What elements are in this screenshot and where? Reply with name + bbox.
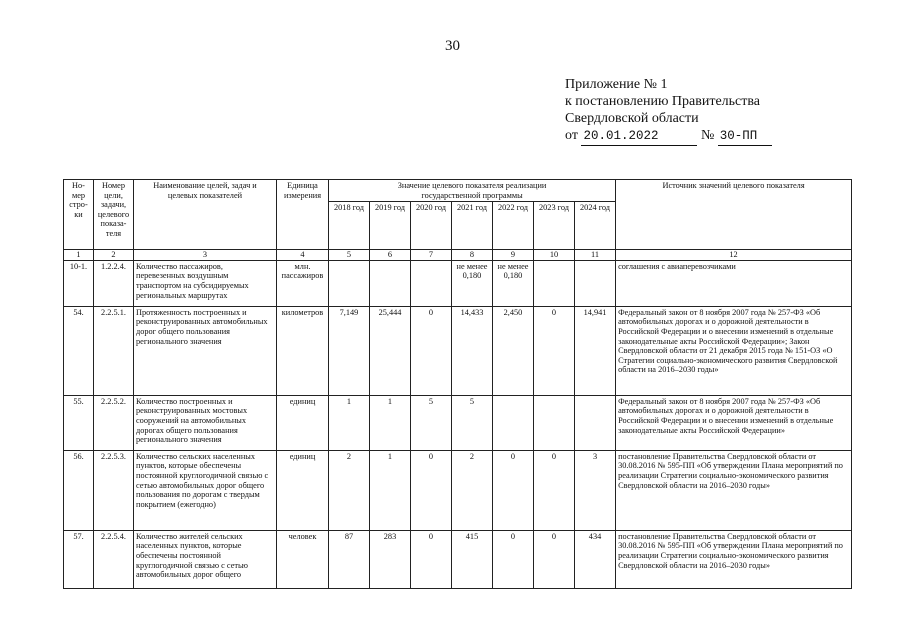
source: соглашения с авиаперевозчиками: [616, 260, 852, 306]
header-values-group: Значение целевого показателя реализации государственной программы: [329, 180, 616, 202]
goal-number: 2.2.5.4.: [94, 530, 134, 588]
header-year: 2022 год: [493, 202, 534, 250]
column-number: 2: [94, 250, 134, 261]
row-number: 55.: [64, 395, 94, 450]
column-number: 3: [134, 250, 277, 261]
date-prefix: от: [565, 128, 578, 143]
value-2023: 0: [534, 306, 575, 395]
value-2021: 5: [452, 395, 493, 450]
value-2024: 3: [575, 450, 616, 530]
table-row: [64, 306, 852, 395]
source: Федеральный закон от 8 ноября 2007 года № 257-ФЗ «Об автомобильных дорогах и о дорожной деятельности в Российской Федерации и о внесении изменений в отдельные законодательные акты Российской Федерации»; Закон Свердловской области от 21 декабря 2015 года № 151-ОЗ «О Стратегии социально-экономического развития Свердловской области на 2016–2030 годы»: [616, 306, 852, 395]
column-number: 8: [452, 250, 493, 261]
header-year: 2020 год: [411, 202, 452, 250]
value-2018: 2: [329, 450, 370, 530]
unit: единиц: [277, 395, 329, 450]
row-number: 57.: [64, 530, 94, 588]
value-2022: 2,450: [493, 306, 534, 395]
appendix-header: [565, 76, 772, 146]
row-number: 10-1.: [64, 260, 94, 306]
source: постановление Правительства Свердловской области от 30.08.2016 № 595-ПП «Об утверждении Плана мероприятий по реализации Стратегии социально-экономического развития Свердловской области на 2016–2030 годы»: [616, 450, 852, 530]
header-year: 2023 год: [534, 202, 575, 250]
column-number: 7: [411, 250, 452, 261]
value-2022: [493, 395, 534, 450]
header-year: 2021 год: [452, 202, 493, 250]
appendix-date-line: [565, 127, 772, 146]
table-row: [64, 395, 852, 450]
goal-number: 1.2.2.4.: [94, 260, 134, 306]
header-unit: Единица измерения: [277, 180, 329, 250]
value-2019: [370, 260, 411, 306]
indicator-name: Количество сельских населенных пунктов, которые обеспечены постоянной круглогодичной связью с сетью автомобильных дорог общего пользования по дорогам с твердым покрытием (ежегодно): [134, 450, 277, 530]
value-2022: не менее 0,180: [493, 260, 534, 306]
value-2021: не менее 0,180: [452, 260, 493, 306]
value-2024: 14,941: [575, 306, 616, 395]
column-number: 4: [277, 250, 329, 261]
value-2020: 5: [411, 395, 452, 450]
value-2020: 0: [411, 450, 452, 530]
value-2024: [575, 260, 616, 306]
resolution-number: 30-ПП: [718, 128, 772, 146]
column-number: 1: [64, 250, 94, 261]
header-year: 2024 год: [575, 202, 616, 250]
row-number: 56.: [64, 450, 94, 530]
value-2022: 0: [493, 530, 534, 588]
number-prefix: №: [700, 128, 715, 143]
source: постановление Правительства Свердловской области от 30.08.2016 № 595-ПП «Об утверждении Плана мероприятий по реализации Стратегии социально-экономического развития Свердловской области на 2016–2030 годы»: [616, 530, 852, 588]
header-row-number: Но- мер стро- ки: [64, 180, 94, 250]
value-2019: 283: [370, 530, 411, 588]
value-2018: [329, 260, 370, 306]
appendix-resolution-line: к постановлению Правительства: [565, 94, 761, 109]
unit: единиц: [277, 450, 329, 530]
value-2018: 7,149: [329, 306, 370, 395]
table-row: [64, 260, 852, 306]
column-numbers-row: [64, 250, 852, 261]
table-row: [64, 530, 852, 588]
source: Федеральный закон от 8 ноября 2007 года № 257-ФЗ «Об автомобильных дорогах и о дорожной деятельности в Российской Федерации и о внесении изменений в отдельные законодательные акты Российской Федерации»: [616, 395, 852, 450]
goal-number: 2.2.5.1.: [94, 306, 134, 395]
goal-number: 2.2.5.2.: [94, 395, 134, 450]
value-2023: 0: [534, 530, 575, 588]
value-2021: 2: [452, 450, 493, 530]
value-2019: 25,444: [370, 306, 411, 395]
column-number: 10: [534, 250, 575, 261]
value-2021: 14,433: [452, 306, 493, 395]
table-row: [64, 450, 852, 530]
header-year: 2018 год: [329, 202, 370, 250]
value-2024: 434: [575, 530, 616, 588]
indicators-table: [63, 179, 852, 589]
column-number: 11: [575, 250, 616, 261]
header-source: Источник значений целевого показателя: [616, 180, 852, 250]
goal-number: 2.2.5.3.: [94, 450, 134, 530]
header-name: Наименование целей, задач и целевых показателей: [134, 180, 277, 250]
row-number: 54.: [64, 306, 94, 395]
value-2020: 0: [411, 306, 452, 395]
indicator-name: Количество жителей сельских населенных пунктов, которые обеспечены постоянной круглогодичной связью с сетью автомобильных дорог общего: [134, 530, 277, 588]
value-2018: 1: [329, 395, 370, 450]
value-2023: [534, 395, 575, 450]
appendix-region-line: Свердловской области: [565, 111, 699, 126]
value-2022: 0: [493, 450, 534, 530]
indicator-name: Количество пассажиров, перевезенных воздушным транспортом на субсидируемых региональных маршрутах: [134, 260, 277, 306]
value-2023: [534, 260, 575, 306]
value-2020: [411, 260, 452, 306]
header-row: [64, 180, 852, 202]
value-2023: 0: [534, 450, 575, 530]
resolution-date: 20.01.2022: [581, 128, 697, 146]
column-number: 9: [493, 250, 534, 261]
value-2024: [575, 395, 616, 450]
column-number: 5: [329, 250, 370, 261]
unit: человек: [277, 530, 329, 588]
header-year: 2019 год: [370, 202, 411, 250]
column-number: 12: [616, 250, 852, 261]
indicator-name: Количество построенных и реконструированных мостовых сооружений на автомобильных дорогах общего пользования регионального значения: [134, 395, 277, 450]
page-number: 30: [445, 38, 460, 54]
appendix-title: Приложение № 1: [565, 77, 668, 92]
unit: млн. пассажиров: [277, 260, 329, 306]
unit: километров: [277, 306, 329, 395]
column-number: 6: [370, 250, 411, 261]
value-2020: 0: [411, 530, 452, 588]
indicator-name: Протяженность построенных и реконструированных автомобильных дорог общего пользования регионального значения: [134, 306, 277, 395]
value-2021: 415: [452, 530, 493, 588]
header-goal-number: Номер цели, задачи, целевого показа- теля: [94, 180, 134, 250]
value-2019: 1: [370, 395, 411, 450]
value-2018: 87: [329, 530, 370, 588]
value-2019: 1: [370, 450, 411, 530]
